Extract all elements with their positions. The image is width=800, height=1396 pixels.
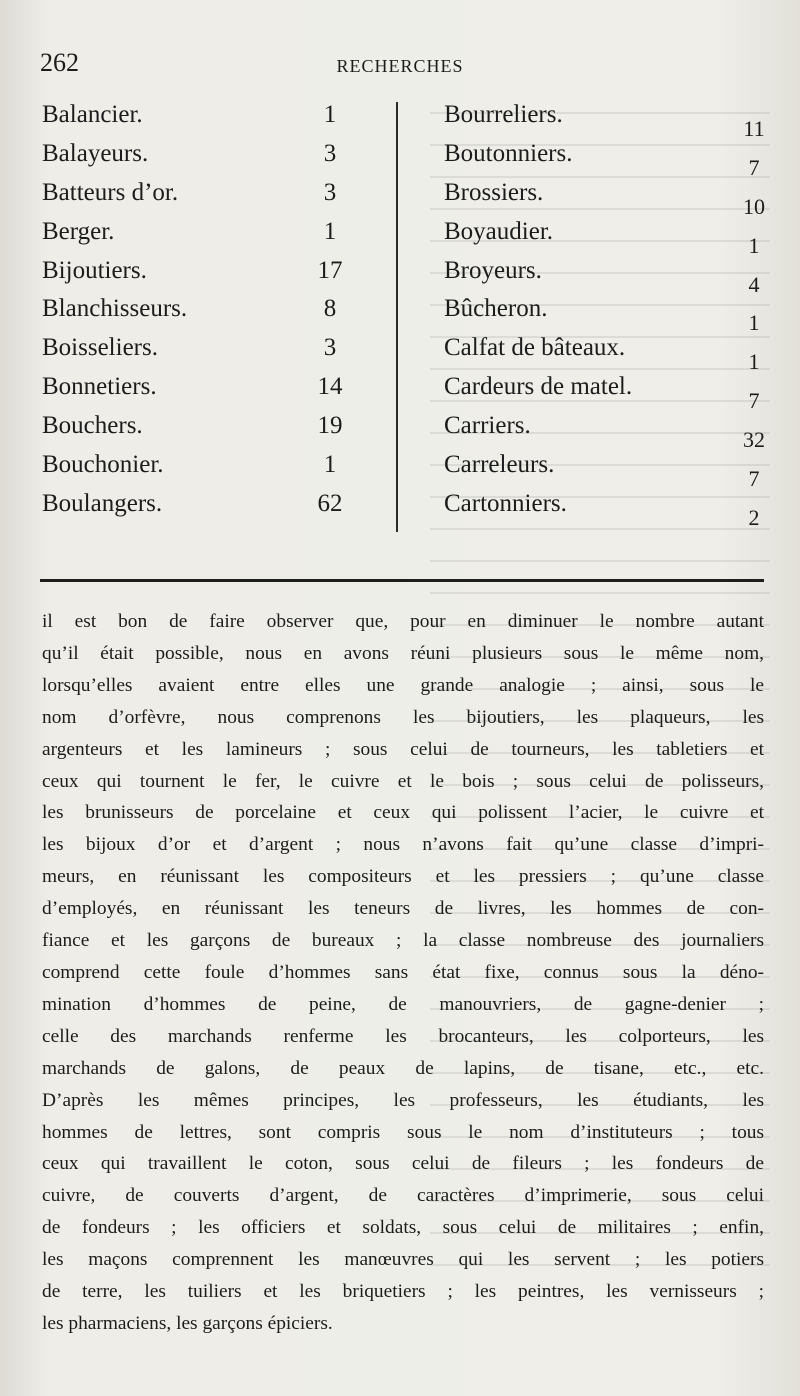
column-divider (396, 102, 398, 532)
text-line: de fondeurs ; les officiers et soldats, sous celui de militaires ; enfin, (42, 1217, 764, 1239)
text-line: mination d’hommes de peine, de manouvriers, de gagne-denier ; (42, 993, 764, 1015)
occupation-label: Cartonniers. (444, 489, 567, 517)
table-row (42, 96, 392, 135)
text-line: nom d’orfèvre, nous comprenons les bijoutiers, les plaqueurs, les (42, 706, 764, 728)
table-row (42, 290, 392, 329)
text-line: qu’il était possible, nous en avons réuni plusieurs sous le même nom, (42, 642, 764, 664)
occupation-count: 1 (748, 349, 760, 375)
body-paragraph (42, 606, 764, 1340)
occupation-label: Balancier. (42, 101, 143, 128)
occupation-count: 1 (323, 217, 337, 245)
text-line: les bijoux d’or et d’argent ; nous n’avons fait qu’une classe d’impri- (42, 834, 764, 856)
text-line: fiance et les garçons de bureaux ; la classe nombreuse des journaliers (42, 930, 764, 952)
table-row (444, 446, 772, 492)
table-left-column (42, 96, 392, 536)
table-row (444, 135, 772, 180)
text-line: celle des marchands renferme les brocanteurs, les colporteurs, les (42, 1025, 764, 1047)
occupation-count: 2 (748, 504, 760, 530)
section-rule (40, 579, 764, 582)
occupation-count: 17 (317, 256, 343, 284)
occupation-label: Boulangers. (42, 489, 163, 517)
occupation-count: 3 (323, 178, 337, 206)
page-number: 262 (40, 48, 79, 77)
occupation-label: Broyeurs. (444, 256, 542, 284)
occupation-label: Berger. (42, 217, 115, 245)
occupation-count: 3 (323, 139, 337, 167)
occupation-count: 3 (323, 334, 337, 362)
occupation-count: 10 (743, 193, 765, 219)
occupation-label: Bourreliers. (444, 101, 563, 128)
table-row (42, 368, 392, 407)
occupation-label: Carreleurs. (444, 451, 555, 479)
text-line: hommes de lettres, sont compris sous le nom d’instituteurs ; tous (42, 1121, 764, 1143)
table-right-column (444, 96, 772, 536)
occupation-count: 1 (323, 451, 337, 479)
table-row (444, 213, 772, 258)
text-line: comprend cette foule d’hommes sans état fixe, connus sous la déno- (42, 961, 764, 983)
occupation-label: Cardeurs de matel. (444, 373, 633, 401)
text-line: cuivre, de couverts d’argent, de caractères d’imprimerie, sous celui (42, 1185, 764, 1207)
table-row (444, 485, 772, 530)
occupation-label: Boutonniers. (444, 139, 573, 167)
text-line: il est bon de faire observer que, pour en diminuer le nombre autant (42, 611, 764, 632)
occupation-label: Bijoutiers. (42, 256, 147, 284)
occupation-count: 1 (748, 310, 760, 336)
table-row (42, 135, 392, 174)
occupation-label: Blanchisseurs. (42, 295, 188, 323)
table-row (444, 407, 772, 453)
occupation-label: Bûcheron. (444, 295, 548, 323)
occupation-label: Bouchers. (42, 412, 143, 440)
running-title: RECHERCHES (336, 56, 464, 76)
text-line: de terre, les tuiliers et les briquetiers ; les peintres, les vernisseurs ; (42, 1281, 764, 1303)
occupation-count: 32 (743, 427, 765, 453)
occupation-label: Calfat de bâteaux. (444, 334, 626, 362)
table-row (444, 368, 772, 414)
occupation-count: 14 (317, 373, 343, 401)
occupation-table (42, 96, 772, 536)
text-line: argenteurs et les lamineurs ; sous celui de tourneurs, les tabletiers et (42, 738, 764, 760)
occupation-count: 7 (748, 154, 760, 180)
table-row (444, 252, 772, 297)
occupation-label: Bonnetiers. (42, 373, 157, 401)
occupation-count: 1 (748, 232, 760, 258)
text-line: les pharmaciens, les garçons épiciers. (42, 1312, 333, 1334)
occupation-count: 62 (317, 489, 343, 517)
occupation-count: 4 (748, 271, 760, 297)
text-line: les maçons comprennent les manœuvres qui les servent ; les potiers (42, 1249, 764, 1271)
text-line: D’après les mêmes principes, les professeurs, les étudiants, les (42, 1089, 764, 1111)
occupation-label: Bouchonier. (42, 451, 164, 479)
text-line: les brunisseurs de porcelaine et ceux qui polissent l’acier, le cuivre et (42, 802, 764, 824)
occupation-count: 7 (748, 466, 760, 492)
occupation-label: Boyaudier. (444, 217, 554, 245)
table-row (42, 252, 392, 291)
table-row (42, 213, 392, 252)
occupation-label: Balayeurs. (42, 139, 149, 167)
occupation-label: Batteurs d’or. (42, 178, 179, 206)
table-row (42, 407, 392, 446)
text-line: ceux qui travaillent le coton, sous celui de fileurs ; les fondeurs de (42, 1153, 764, 1175)
table-row (444, 290, 772, 336)
table-row (42, 446, 392, 485)
table-row (444, 329, 772, 375)
occupation-count: 19 (317, 412, 343, 440)
table-row (42, 329, 392, 368)
occupation-count: 1 (323, 101, 337, 128)
occupation-label: Boisseliers. (42, 334, 158, 362)
table-row (444, 96, 772, 141)
text-line: d’employés, en réunissant les teneurs de livres, les hommes de con- (42, 898, 764, 920)
text-line: marchands de galons, de peaux de lapins, de tisane, etc., etc. (42, 1057, 764, 1079)
occupation-count: 11 (743, 116, 765, 141)
occupation-label: Brossiers. (444, 178, 544, 206)
text-line: lorsqu’elles avaient entre elles une grande analogie ; ainsi, sous le (42, 674, 764, 696)
occupation-label: Carriers. (444, 412, 531, 440)
text-line: ceux qui tournent le fer, le cuivre et le bois ; sous celui de polisseurs, (42, 770, 764, 792)
table-row (42, 174, 392, 213)
table-row (42, 485, 392, 524)
text-line: meurs, en réunissant les compositeurs et les pressiers ; qu’une classe (42, 866, 764, 888)
occupation-count: 8 (323, 295, 337, 323)
occupation-count: 7 (748, 388, 760, 414)
table-row (444, 174, 772, 219)
